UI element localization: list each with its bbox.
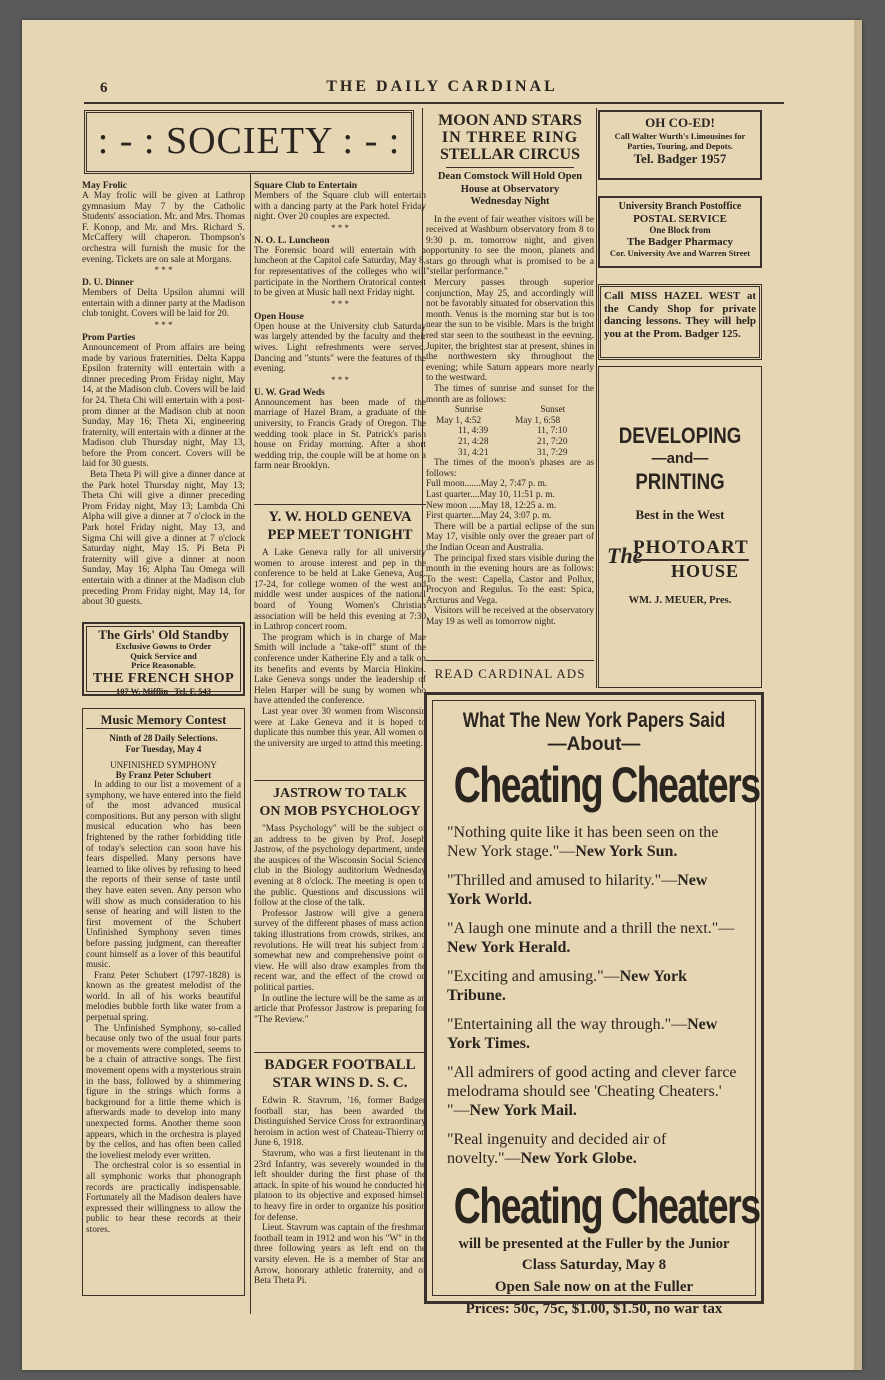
sun-cell: 11, 4:39 [458,426,489,437]
quote-source: New York Sun. [575,843,678,860]
ad-prices: Prices: 50c, 75c, $1.00, $1.50, no war tax [465,1301,723,1317]
page-edge [854,20,862,1370]
hazel-west-body: Call MISS HAZEL WEST at the Candy Shop for private dancing lessons. They will help you at the Prom. Badger 125. [604,290,756,340]
item-body: Members of the Square club will entertain with a dancing party at the Park hotel Friday night. Over 20 couples are expected. [254,191,426,223]
item-body: A May frolic will be given at Lathrop gymnasium May 7 by the Catholic Students' association. Mr. and Mrs. Thomas F. Konop, and Mr. and Mrs. Richard S. McCaffery will chaperon. Thompson's orchestra will furnish the music for the evening. Tickets are on sale at Morgans. [82,191,245,265]
ywca-article [254,504,426,777]
photoart-developing: DEVELOPING [618,423,742,448]
jastrow-body: Professor Jastrow will give a general survey of the different phases of mass action, taking illustrations from crowds, strikes, and revolutions. He will treat his subject from a somewhat new and comprehensive point of view. He will also draw examples from the recent war, and the effect of the crowd on political parties. [254,908,426,993]
item-head: U. W. Grad Weds [254,387,325,398]
hazel-west-ad [598,284,762,360]
moon-headline-3: STELLAR CIRCUS [439,146,581,163]
quote-source: New York Globe. [520,1150,637,1167]
ywca-body: The program which is in charge of Mae Smith will include a "take-off" stunt of the conference under Katherine Ely and a talk on its benefits and events by Marcia Hinkins. Lake Geneva songs under the leadership of Helen Harper will be sung by women who have attended the conference. [254,632,426,707]
item-head: N. O. L. Luncheon [254,235,330,246]
quote-source: New York Tribune. [447,968,687,1004]
moon-body: Mercury passes through superior conjunction, May 25, and accordingly will not be favorably situated for observation this month. Venus is the morning star but is too near the sun to be visible. Mars is the bright red star seen to the southeast in the eevning. Jupiter, the brightest star at present, shines in the northwestern sky throughout the evening; while Saturn appears more nearly to the westward. [426,278,594,384]
society-column-1 [82,178,245,638]
photoart-tagline: Best in the West [635,507,725,522]
separator-stars: * * * [331,222,349,233]
quote-source: New York Mail. [469,1102,577,1119]
badger-body: Lieut. Stavrum was captain of the freshman football team in 1912 and won his "W" in the three following years as left end on the varsity eleven. He is a member of Star and Arrow, honorary athletic fraternity, and of Beta Theta Pi. [254,1223,426,1287]
moon-deck-1: Dean Comstock Will Hold Open [437,171,583,182]
item-body: Beta Theta Pi will give a dinner dance at the Park hotel Thursday night, May 13; Theta Chi will give a dinner preceding Prom Friday night, May 13; Lambda Chi Alpha will give a dinner at 7 o'clock in the Park hotel Friday night, May 13, and Sigma Chi will give a dinner at 7 o'clock Saturday night, May 15. Pi Beta Pi fraternity will give a dinner at noon Sunday, May 16; Alpha Tau Omega will entertain with a dinner at the Madison club preceding Prom Friday night, May 14, for about 30 guests. [82,470,245,608]
item-body: Members of Delta Upsilon alumni will entertain with a dinner party at the Madison club tonight. Covers will be laid for 20. [82,288,245,320]
moon-headline-2: IN THREE RING [441,129,579,146]
moon-deck-3: Wednesday Night [470,196,550,207]
music-composer: By Franz Peter Schubert [115,770,212,780]
logo-the: The [607,543,643,568]
item-head: Square Club to Entertain [254,181,358,191]
ywca-headline-1: Y. W. HOLD GENEVA [268,509,412,525]
phase-row: First quarter....May 24, 3:07 p. m. [426,511,552,522]
badger-headline-1: BADGER FOOTBALL [264,1057,416,1073]
sun-cell: May 1, 4:52 [436,415,482,426]
jastrow-headline-1: JASTROW TO TALK [272,786,408,801]
ad-date: Class Saturday, May 8 [521,1257,667,1273]
item-head: Open House [254,311,304,322]
photoart-and: —and— [651,450,709,467]
sun-table [426,416,594,458]
masthead: THE DAILY CARDINAL [326,78,558,95]
postoffice-line: Cor. University Ave and Warren Street [609,248,751,258]
ad-telephone: Tel. F. 543 [174,685,212,696]
music-body: In adding to our list a movement of a symphony, we have entered into the field of the most advanced musical compositions. But any person with slight musical education who has been frightened by the rather forbidding title of today's selection can soon have his fears dispelled. Many persons have learned to like olives by refusing to heed the reports of their sense of taste until they have eaten seven. Any person who will show as much consideration to his sense of hearing and will listen to the first movement of the Schubert Unfinished Symphony seven times before passing judgment, can thereafter count himself as a lover of this beautiful music. [86,780,241,971]
coed-title: OH CO-ED! [645,115,715,130]
music-body: The orchestral color is so essential in all symphonic works that phonograph records are practically indispensable. Fortunately all the Madison dealers have expressed their willingness to allow the public to hear these records at their stores. [86,1161,241,1235]
cheating-cheaters-ad [424,692,764,1317]
phase-row: New moon .....May 18, 12:25 a. m. [426,500,557,511]
read-cardinal-ads: READ CARDINAL ADS [426,660,594,687]
jastrow-article [254,780,426,1049]
french-shop-ad [82,622,245,696]
moon-body: Visitors will be received at the observatory May 19 as well as tomorrow night. [426,606,594,628]
music-body: The Unfinished Symphony, so-called because only two of the usual four parts or movements were completed, seems to be a chain of attractive songs. The first movement opens with a mysterious strain in the bass, followed by a shimmering figure in the strings which forms a background for a little theme which is afterwards made to develop into many unexpected forms. Another theme soon appears, which in the orchestra is played by the cellos, and has often been called the loveliest melody ever written. [86,1023,241,1161]
ad-top-line: What The New York Papers Said [462,709,726,732]
coed-body: Call Walter Wurth's Limousines for Parties, Touring, and Depots. [614,131,746,151]
postoffice-line: University Branch Postoffice [618,201,742,212]
sun-cell: 21, 7:20 [537,436,568,447]
moon-body: In the event of fair weather visitors will be received at Washburn observatory from 8 to 9:30 p. m. tomorrow night, and given opportunity to see the moon, planets and stars go through what is promised to be a "stellar performance." [426,214,594,278]
ad-address: 107 W. Mifflin [115,685,169,696]
sun-cell: 31, 4:21 [458,447,489,458]
music-title: Music Memory Contest [86,712,241,729]
ywca-headline-2: PEP MEET TONIGHT [267,527,413,543]
postoffice-line: One Block from [649,225,711,235]
music-memory-box [82,708,245,1296]
photoart-ad [598,366,762,688]
quote-source: New York Herald. [447,939,571,956]
society-banner: : - : SOCIETY : - : [84,110,414,174]
jastrow-headline-2: ON MOB PSYCHOLOGY [259,804,421,819]
badger-headline-2: STAR WINS D. S. C. [272,1075,408,1091]
quote-item: "All admirers of good acting and clever farce melodrama should see 'Cheating Cheaters.' "—New York Mail. [447,1064,737,1119]
newspaper-page [22,20,862,1370]
sun-cell: May 1, 6:58 [515,415,561,426]
logo-photoart: PHOTOART [633,537,749,561]
ywca-body: A Lake Geneva rally for all university women to arouse interest and pep in the conference to be held at Lake Geneva, Aug. 17-24, for college women of the west and middle west under auspices of the national board of Young Women's Christian association will be held this evening at 7:30 in Lathrop concert room. [254,548,426,633]
item-body: Announcement has been made of the marriage of Hazel Bram, a graduate of the university, to Francis Grady of Oregon. The wedding took place in St. Patrick's parish house on Friday morning. After a short wedding trip, the couple will be at home on a farm near Brooklyn. [254,397,426,472]
quote-item: "A laugh one minute and a thrill the next."—New York Herald. [447,920,735,956]
society-column-2 [254,178,426,503]
item-head: D. U. Dinner [82,278,134,289]
item-body: The Forensic board will entertain with a luncheon at the Capitol cafe Saturday, May 8, for representatives of the colleges who will participate in the Northern Oratorical contest to be given at Music hall next Friday night. [254,245,426,299]
ad-line: Exclusive Gowns to Order [115,641,212,651]
ad-line: Quick Service and [130,650,197,661]
ywca-body: Last year over 30 women from Wisconsin were at Lake Geneva and it is hoped to duplicate this number this year. All women of the university are urged to attnd this meeting. [254,706,426,749]
sun-cell: 31, 7:29 [537,447,568,458]
ad-shop-name: THE FRENCH SHOP [92,670,235,686]
quote-item: "Nothing quite like it has been seen on the New York stage."—New York Sun. [447,824,719,860]
moon-deck-2: House at Observatory [460,183,560,195]
coed-telephone: Tel. Badger 1957 [633,151,727,166]
item-head: May Frolic [82,181,127,191]
badger-article [254,1052,426,1315]
item-body: Open house at the University club Saturday was largely attended by the faculty and their wives. Light refreshments were served. Dancing and "stunts" were the features of the evening. [254,321,426,375]
sun-cell: 11, 7:10 [537,426,568,437]
quote-item: "Real ingenuity and decided air of novelty."—New York Globe. [447,1131,667,1167]
separator-stars: * * * [154,319,173,330]
moon-body: The times of the moon's phases are as follows: [426,458,594,479]
photoart-logo [607,537,753,585]
separator-stars: * * * [331,374,349,385]
phase-row: Full moon.......May 2, 7:47 p. m. [426,479,548,490]
badger-body: Stavrum, who was a first lieutenant in the 23rd Infantry, was severely wounded in the left shoulder during the first phase of the attack. In spite of his wound he conducted his platoon to its objective and exposed himself to heavy fire in order to organize his position for defense. [254,1148,426,1223]
quote-item: "Thrilled and amused to hilarity."—New York World. [447,872,708,908]
column-divider [250,174,251,1314]
column-divider [596,108,597,688]
moon-body: The principal fixed stars visible during the month in the evening hours are as follows: To the west: Capella, Castor and Pollux, Procyon and Regulus. To the east: Spica, Arcturus and Vega. [426,553,594,606]
quote-source: New York Times. [447,1016,718,1052]
music-date: For Tuesday, May 4 [125,743,202,754]
item-body: Announcement of Prom affairs are being made by various fraternities. Delta Kappa Epsilon fraternity will entertain with a dinner preceding Prom Friday night, May 14, at the Madison club. Covers will be laid for 24. Theta Chi will entertain with a post-prom dinner at the Madison club at noon Sunday, May 16; Theta Xi, engineering fraternity, will entertain with a dinner at the Madison club Thursday night, May 13, before the Prom concert. Covers will be laid for 30 guests. [82,342,245,470]
coed-ad [598,110,762,180]
ad-headline: The Girls' Old Standby [98,627,229,642]
postoffice-ad [598,196,762,268]
sunrise-head: Sunrise [454,405,483,416]
ad-sale: Open Sale now on at the Fuller [494,1279,694,1295]
moon-stars-article [426,110,594,688]
logo-house: HOUSE [671,561,740,581]
photoart-printing: PRINTING [635,469,725,494]
music-piece: UNFINISHED SYMPHONY [110,760,217,770]
jastrow-body: In outline the lecture will be the same as an article that Professor Jastrow is preparing for "The Review." [254,993,426,1025]
phase-row: Last quarter....May 10, 11:51 p. m. [426,489,555,500]
moon-body: There will be a partial eclipse of the sun May 17, visible only over the greaer part of the Indian Ocean and Australia. [426,521,594,553]
postoffice-line: POSTAL SERVICE [633,212,727,225]
jastrow-body: "Mass Psychology" will be the subject of an address to be given by Prof. Joseph Jastrow, of the psychology department, under the auspices of the Wisconsin Social Science club in the Biology auditorium Wednesday evening at 8 o'clock. The meeting is open to the public. Questions and discussions will follow at the close of the talk. [254,824,426,909]
quote-item: "Entertaining all the way through."—New York Times. [447,1016,718,1052]
sunset-head: Sunset [540,405,566,416]
postoffice-line: The Badger Pharmacy [626,235,734,248]
quote-item: "Exciting and amusing."—New York Tribune. [447,968,687,1004]
quote-source: New York World. [447,872,708,908]
sun-cell: 21, 4:28 [458,436,489,447]
music-sub: Ninth of 28 Daily Selections. [109,733,218,743]
ad-presented: will be presented at the Fuller by the Junior [458,1236,730,1252]
ad-title-repeat: Cheating Cheaters [453,1178,760,1234]
page-number: 6 [100,80,108,96]
quote-list [447,823,741,1168]
masthead-rule [84,102,784,104]
music-body: Franz Peter Schubert (1797-1828) is known as the greatest melodist of the world. In all of his works beautiful melodies bubble forth like water from a perpetual spring. [86,970,241,1024]
photoart-president: WM. J. MEUER, Pres. [628,595,732,606]
ad-line: Price Reasonable. [131,660,196,670]
ad-title: Cheating Cheaters [453,757,760,813]
separator-stars: * * * [331,298,349,309]
badger-body: Edwin R. Stavrum, '16, former Badger football star, has been awarded the Distinguished Service Cross for extraordinary heroism in action west of Chateau-Thierry on June 6, 1918. [254,1096,426,1149]
item-head: Prom Parties [82,332,136,343]
moon-headline-1: MOON AND STARS [438,112,582,129]
ad-about: —About— [547,734,641,755]
moon-body: The times of sunrise and sunset for the month are as follows: [426,384,594,405]
separator-stars: * * * [154,265,173,276]
